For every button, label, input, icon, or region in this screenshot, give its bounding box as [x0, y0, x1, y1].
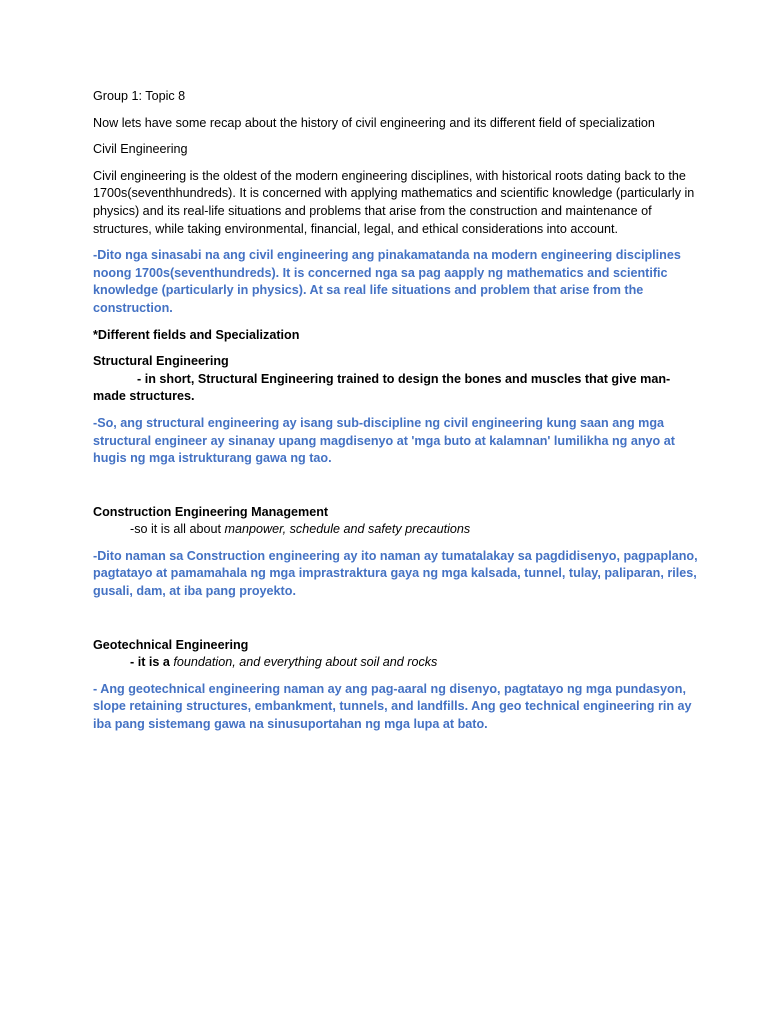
- geotechnical-engineering-summary: [93, 654, 698, 672]
- construction-engineering-translation: -Dito naman sa Construction engineering ay ito naman ay tumatalakay sa pagdidisenyo, pagpaplano, pagtatayo at pamamahala ng mga imprastraktura gaya ng mga kalsada, tunnel, tulay, paliparan, riles, gusali, dam, at iba pang proyekto.: [93, 548, 698, 599]
- geotechnical-summary-italic: foundation, and everything about soil and rocks: [173, 655, 438, 670]
- geotechnical-engineering-title: Geotechnical Engineering: [93, 637, 249, 652]
- construction-summary-italic: manpower, schedule and safety precautions: [224, 522, 471, 537]
- document-heading: Group 1: Topic 8: [93, 89, 186, 103]
- construction-engineering-title: Construction Engineering Management: [93, 504, 329, 519]
- structural-summary-text: - in short, Structural Engineering trained to design the bones and muscles that give man-made structures.: [93, 371, 671, 404]
- fields-heading: *Different fields and Specialization: [93, 327, 300, 342]
- construction-engineering-summary: [93, 521, 698, 539]
- civil-engineering-body: Civil engineering is the oldest of the modern engineering disciplines, with historical roots dating back to the 1700s(seventhhundreds). It is concerned with applying mathematics and scientific knowledge (particularly in physics) and its real-life situations and problems that arise from the construction and maintenance of structures, while taking environmental, financial, legal, and ethical considerations into account.: [93, 168, 695, 236]
- intro-paragraph: Now lets have some recap about the history of civil engineering and its different field of specialization: [93, 115, 655, 130]
- civil-engineering-title: Civil Engineering: [93, 142, 188, 157]
- construction-summary-prefix: -so it is all about: [130, 522, 225, 537]
- structural-engineering-translation: -So, ang structural engineering ay isang sub-discipline ng civil engineering kung saan ang mga structural engineer ay sinanay upang magdisenyo at 'mga buto at kalamnan' lumilikha ng anyo at hugis ng mga istrukturang gawa ng tao.: [93, 415, 675, 466]
- civil-engineering-translation: -Dito nga sinasabi na ang civil engineering ang pinakamatanda na modern engineering disciplines noong 1700s(seventhundreds). It is concerned nga sa pag aapply ng mathematics and scientific knowledge (particularly in physics). At sa real life situations and problem that arise from the construction.: [93, 248, 681, 315]
- structural-engineering-title: Structural Engineering: [93, 354, 229, 369]
- geotechnical-summary-prefix: - it is a: [130, 655, 174, 670]
- geotechnical-engineering-translation: - Ang geotechnical engineering naman ay ang pag-aaral ng disenyo, pagtatayo ng mga pundasyon, slope retaining structures, embankment, tunnels, and landfills. Ang geo technical engineering rin ay iba pang sistemang gawa na sinusuportahan ng mga lupa at bato.: [93, 681, 692, 732]
- structural-engineering-summary: [93, 371, 698, 406]
